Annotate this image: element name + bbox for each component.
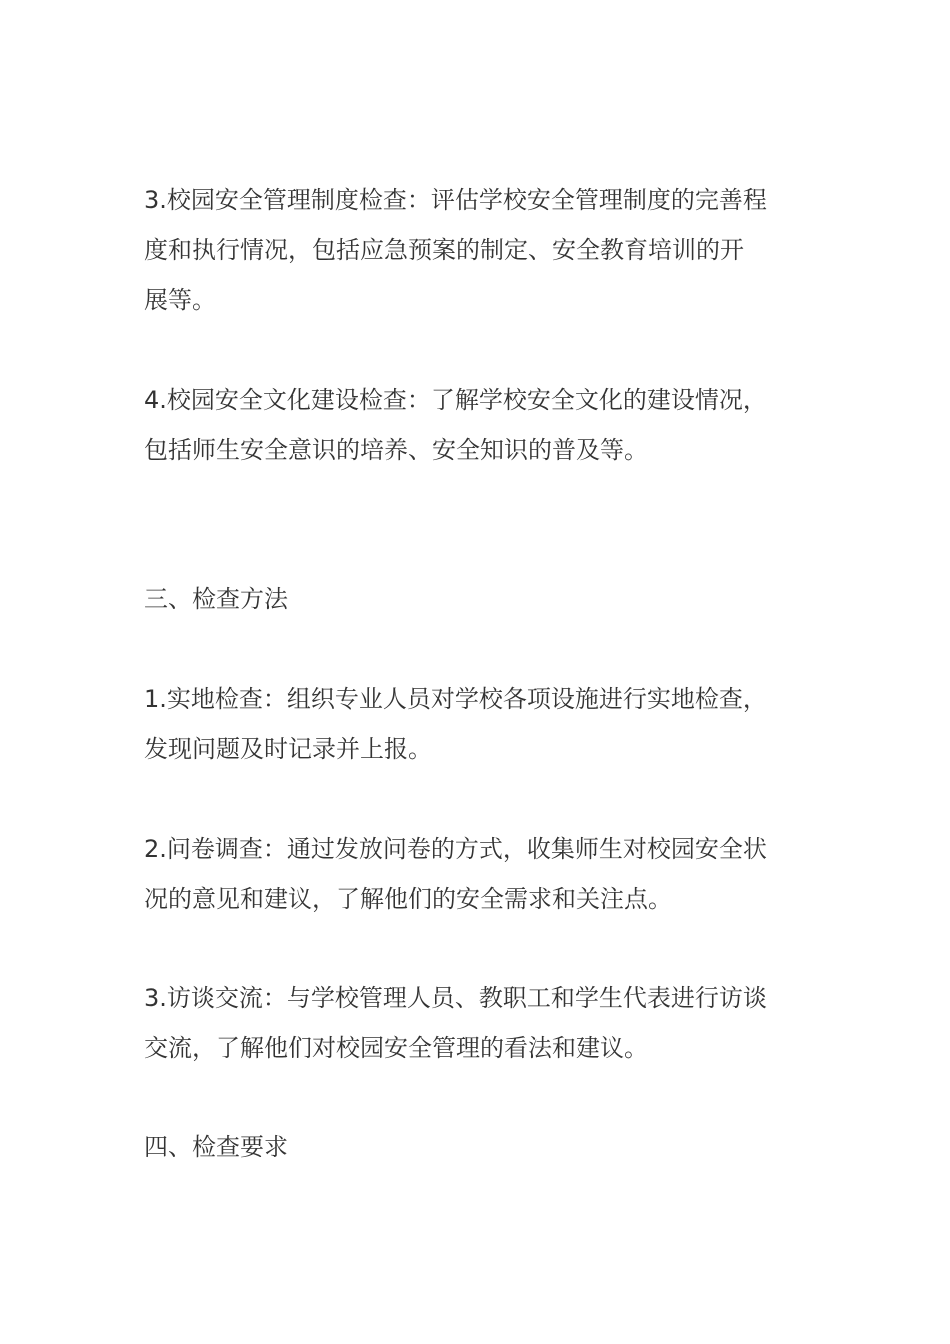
paragraph-line: 发现问题及时记录并上报。 — [144, 735, 432, 763]
section-heading-inspection-requirements: 四、检查要求 — [144, 1133, 288, 1161]
paragraph-line: 2.问卷调查：通过发放问卷的方式，收集师生对校园安全状 — [144, 835, 767, 863]
paragraph-line: 3.访谈交流：与学校管理人员、教职工和学生代表进行访谈 — [144, 984, 767, 1012]
paragraph-line: 1.实地检查：组织专业人员对学校各项设施进行实地检查， — [144, 685, 767, 713]
paragraph-line: 4.校园安全文化建设检查：了解学校安全文化的建设情况， — [144, 386, 767, 414]
section-heading-inspection-methods: 三、检查方法 — [144, 585, 288, 613]
paragraph-line: 包括师生安全意识的培养、安全知识的普及等。 — [144, 436, 648, 464]
paragraph-interview-exchange — [144, 973, 810, 1073]
paragraph-line: 交流，了解他们对校园安全管理的看法和建议。 — [144, 1034, 648, 1062]
paragraph-safety-management-system-check — [144, 175, 810, 325]
paragraph-on-site-inspection — [144, 674, 810, 774]
paragraph-safety-culture-check — [144, 375, 810, 475]
paragraph-questionnaire-survey — [144, 824, 810, 924]
paragraph-line: 3.校园安全管理制度检查：评估学校安全管理制度的完善程 — [144, 186, 767, 214]
paragraph-line: 展等。 — [144, 286, 216, 314]
paragraph-line: 况的意见和建议，了解他们的安全需求和关注点。 — [144, 885, 672, 913]
paragraph-line: 度和执行情况，包括应急预案的制定、安全教育培训的开 — [144, 236, 744, 264]
